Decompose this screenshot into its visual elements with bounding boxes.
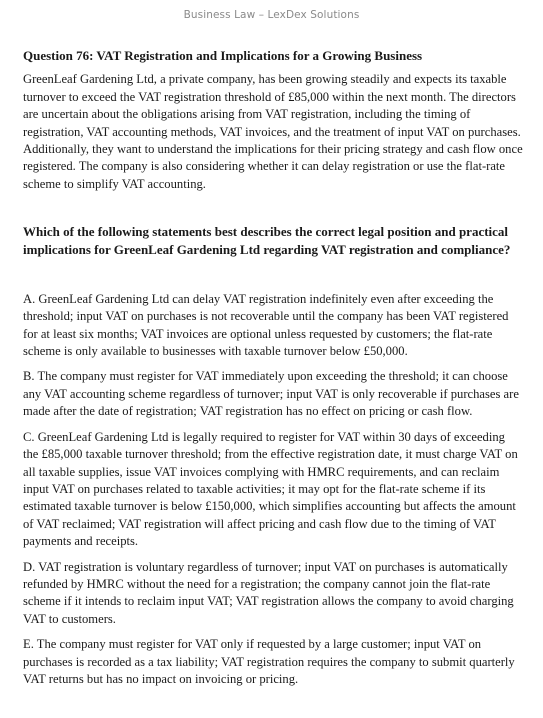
question-content <box>23 47 523 696</box>
option-e: E. The company must register for VAT only if requested by a large customer; input VAT on purchases is recorded as a tax liability; VAT registration requires the company to submit quarterly VAT returns but has no impact on invoicing or pricing. <box>23 637 515 686</box>
option-a: A. GreenLeaf Gardening Ltd can delay VAT registration indefinitely even after exceeding the threshold; input VAT on purchases is not recoverable until the company has been VAT registered for at least six months; VAT invoices are optional unless requested by customers; the flat-rate scheme is only available to businesses with taxable turnover below £50,000. <box>23 291 509 359</box>
question-title: Question 76: VAT Registration and Implications for a Growing Business <box>23 48 423 63</box>
option-b: B. The company must register for VAT immediately upon exceeding the threshold; it can choose any VAT accounting scheme regardless of turnover; input VAT is only recoverable if purchases are made after the date of registration; VAT registration has no effect on pricing or cash flow. <box>23 369 519 419</box>
question-scenario: GreenLeaf Gardening Ltd, a private company, has been growing steadily and expects its taxable turnover to exceed the VAT registration threshold of £85,000 within the next month. The directors are uncertain about the obligations arising from VAT registration, including the timing of registration, VAT accounting methods, VAT invoices, and the treatment of input VAT on purchases. Additionally, they want to understand the implications for their pricing strategy and cash flow once registered. The company is also considering whether it can delay registration or use the flat-rate scheme to simplify VAT accounting. <box>23 72 523 191</box>
page-header: Business Law – LexDex Solutions <box>183 9 360 21</box>
option-d: D. VAT registration is voluntary regardless of turnover; input VAT on purchases is automatically refunded by HMRC without the need for a registration; the company cannot join the flat-rate scheme if it intends to reclaim input VAT; VAT registration allows the company to avoid charging VAT to customers. <box>23 559 514 626</box>
option-c: C. GreenLeaf Gardening Ltd is legally required to register for VAT within 30 days of exceeding the £85,000 taxable turnover threshold; from the effective registration date, it must charge VAT on all taxable supplies, issue VAT invoices complying with HMRC requirements, and can reclaim input VAT on purchases related to taxable activities; it may opt for the flat-rate scheme if its estimated taxable turnover is below £150,000, which simplifies accounting but affects the amount of VAT reclaimed; VAT registration will affect pricing and cash flow due to the timing of VAT payments and receipts. <box>23 429 518 549</box>
question-prompt: Which of the following statements best describes the correct legal position and practical implications for GreenLeaf Gardening Ltd regarding VAT registration and compliance? <box>23 224 511 258</box>
answer-options <box>23 291 523 689</box>
